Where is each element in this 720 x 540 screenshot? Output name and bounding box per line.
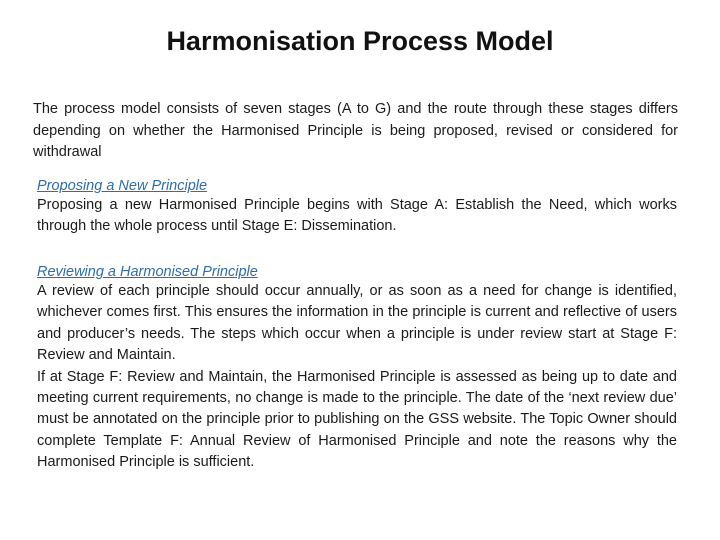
page-title: Harmonisation Process Model xyxy=(166,26,554,56)
section-reviewing xyxy=(37,263,677,474)
section-proposing xyxy=(37,177,677,238)
section-heading-proposing[interactable]: Proposing a New Principle xyxy=(37,178,208,194)
section-paragraph: If at Stage F: Review and Maintain, the Harmonised Principle is assessed as being up to date and meeting current requirements, no change is made to the principle. The date of the ‘next review due’ must be annotated on the principle prior to publishing on the GSS website. The Topic Owner should complete Template F: Annual Review of Harmonised Principle and note the reasons why the Harmonised Principle is sufficient. xyxy=(37,368,677,471)
section-paragraph: Proposing a new Harmonised Principle begins with Stage A: Establish the Need, which works through the whole process until Stage E: Dissemination. xyxy=(37,197,677,235)
intro-paragraph: The process model consists of seven stages (A to G) and the route through these stages differs depending on whether the Harmonised Principle is being proposed, revised or considered for withdrawal xyxy=(33,101,678,160)
section-heading-reviewing[interactable]: Reviewing a Harmonised Principle xyxy=(37,264,258,280)
section-paragraph: A review of each principle should occur annually, or as soon as a need for change is identified, whichever comes first. This ensures the information in the principle is current and reflective of users and producer’s needs. The steps which occur when a principle is under review start at Stage F: Review and Maintain. xyxy=(37,283,677,364)
